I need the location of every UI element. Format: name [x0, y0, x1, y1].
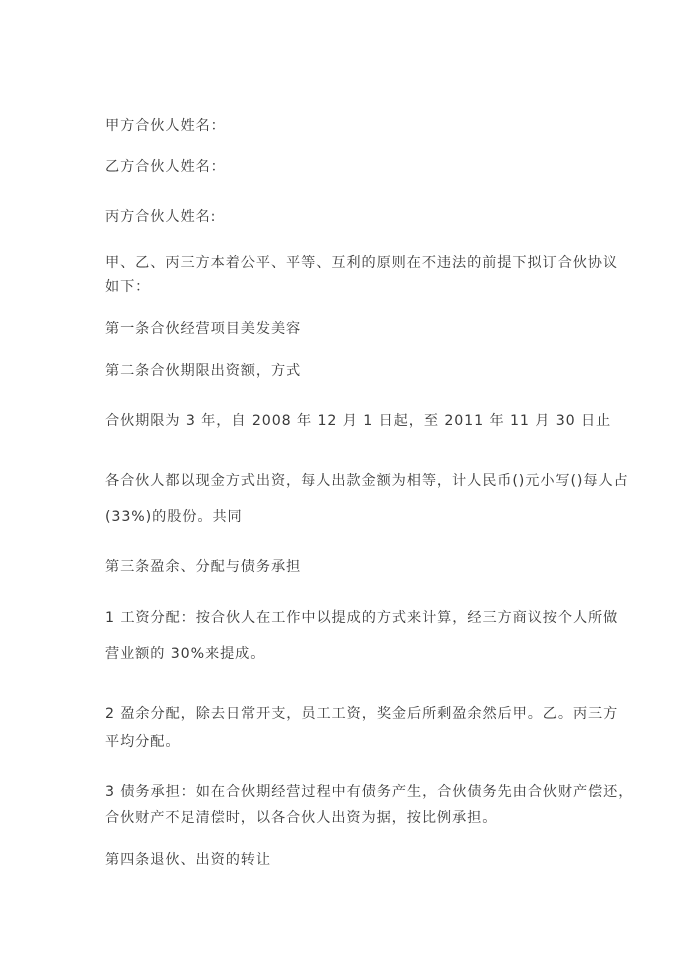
article-1-heading: 第一条合伙经营项目美发美容 [105, 321, 302, 337]
article-2-heading: 第二条合伙期限出资额，方式 [105, 363, 302, 379]
wage-clause-line-1: 1 工资分配：按合伙人在工作中以提成的方式来计算，经三方商议按个人所做 [105, 610, 619, 626]
term-paragraph: 合伙期限为 3 年，自 2008 年 12 月 1 日起，至 2011 年 11 月 30 日止 [105, 413, 612, 429]
article-4-heading: 第四条退伙、出资的转让 [105, 852, 271, 868]
debt-clause-line-2: 合伙财产不足清偿时，以各合伙人出资为据，按比例承担。 [105, 810, 498, 826]
contribution-paragraph-line-1: 各合伙人都以现金方式出资，每人出款金额为相等，计人民币()元小写()每人占 [105, 473, 629, 489]
party-c-name-line: 丙方合伙人姓名: [105, 209, 217, 225]
contribution-paragraph-line-2: (33%)的股份。共同 [105, 509, 243, 525]
party-b-name-line: 乙方合伙人姓名： [105, 159, 226, 175]
preamble-line-2: 如下： [105, 279, 151, 295]
preamble-line-1: 甲、乙、丙三方本着公平、平等、互利的原则在不违法的前提下拟订合伙协议 [105, 255, 618, 271]
debt-clause-line-1: 3 债务承担：如在合伙期经营过程中有债务产生，合伙债务先由合伙财产偿还， [105, 784, 634, 800]
surplus-clause-line-2: 平均分配。 [105, 734, 181, 750]
wage-clause-line-2: 营业额的 30%来提成。 [105, 646, 266, 662]
article-3-heading: 第三条盈余、分配与债务承担 [105, 559, 302, 575]
surplus-clause-line-1: 2 盈余分配，除去日常开支，员工工资，奖金后所剩盈余然后甲。乙。丙三方 [105, 706, 619, 722]
party-a-name-line: 甲方合伙人姓名： [105, 118, 226, 134]
